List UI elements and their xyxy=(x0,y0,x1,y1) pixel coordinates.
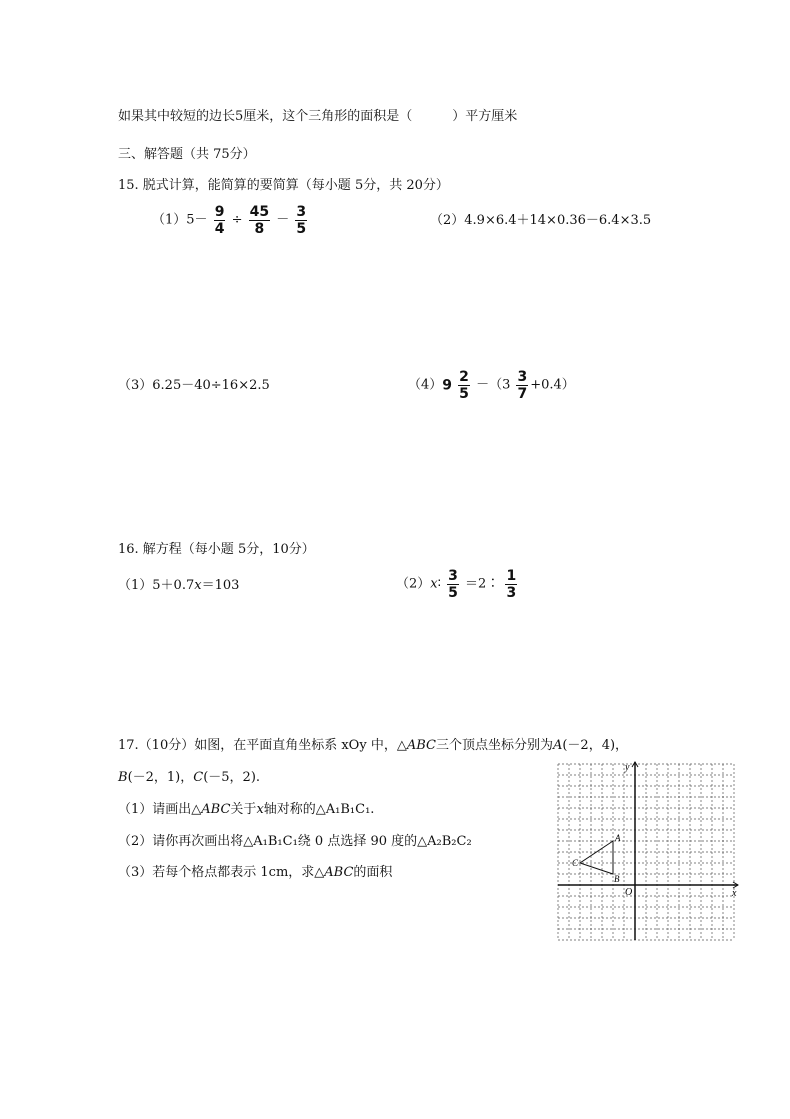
q17-s3-c: 的面积 xyxy=(353,865,393,880)
q17-s1-e: 轴对称的△A₁B₁C₁. xyxy=(263,802,375,817)
q15-part4 xyxy=(408,369,575,402)
vertex-label-b: B xyxy=(614,874,620,884)
numerator: 1 xyxy=(506,568,517,584)
q15-title: 15. 脱式计算，能简算的要简算（每小题 5分，共 20分） xyxy=(118,178,449,193)
operator: － xyxy=(276,212,290,228)
intro-tail: ）平方厘米 xyxy=(452,109,518,124)
q17-s3-a: （3）若每个格点都表示 1cm，求△ xyxy=(118,865,325,880)
numerator: 45 xyxy=(249,204,270,220)
numerator: 2 xyxy=(459,369,469,385)
denominator: 7 xyxy=(517,386,528,402)
q17-line2-b: (－2，1)， xyxy=(127,770,194,785)
q16-p2-fraction-2 xyxy=(505,568,517,601)
vertex-label-c: C xyxy=(572,858,579,868)
q15-part1 xyxy=(152,204,309,237)
q16-p2-fraction-1 xyxy=(447,568,459,601)
denominator: 3 xyxy=(506,585,517,601)
q15-p4-mid: －（3 xyxy=(476,377,511,393)
x-axis-label: x xyxy=(732,888,737,899)
q17-line2-a: B xyxy=(118,770,128,785)
q15-part2: （2）4.9×6.4＋14×0.36－6.4×3.5 xyxy=(430,213,652,228)
grid-lines xyxy=(558,764,734,940)
q17-line1-e: (－2，4)， xyxy=(562,738,629,753)
denominator: 5 xyxy=(296,221,307,237)
q16-part1 xyxy=(118,577,239,595)
q16-part2 xyxy=(396,568,519,601)
operator: ÷ xyxy=(231,212,243,228)
numerator: 3 xyxy=(448,568,458,584)
q15-p1-label: （1）5－ xyxy=(152,212,208,228)
q17-line1-c: 三个顶点坐标分别为 xyxy=(435,738,553,753)
q16-p2-colon: ∶ xyxy=(437,576,442,592)
numerator: 3 xyxy=(517,369,528,385)
q17-line1-b: ABC xyxy=(406,738,436,753)
section3-title: 三、解答题（共 75分） xyxy=(118,147,256,162)
q17-line2 xyxy=(118,769,260,787)
q17-s1-b: ABC xyxy=(201,802,231,817)
q17-line2-d: (－5，2). xyxy=(203,770,261,785)
q17-line1 xyxy=(118,737,628,755)
q17-sub1 xyxy=(118,801,374,819)
q16-p2-var: x xyxy=(430,576,438,592)
denominator: 4 xyxy=(214,221,225,237)
q17-s1-c: 关于 xyxy=(230,802,257,817)
q16-p1-b: ＝103 xyxy=(201,578,240,593)
q15-p1-fraction-1 xyxy=(214,204,226,237)
coordinate-grid-figure xyxy=(555,760,740,948)
denominator: 5 xyxy=(459,386,469,402)
q17-line2-c: C xyxy=(193,770,204,785)
q17-s3-b: ABC xyxy=(324,865,354,880)
q17-sub3 xyxy=(118,864,392,882)
q15-p4-label: （4） xyxy=(408,377,443,393)
q16-title: 16. 解方程（每小题 5分，10分） xyxy=(118,542,315,557)
q17-line1-a: 17.（10分）如图，在平面直角坐标系 xOy 中，△ xyxy=(118,738,407,753)
q15-p4-whole: 9 xyxy=(442,377,453,394)
q15-p4-fraction-1 xyxy=(458,369,470,402)
q16-p2-label: （2） xyxy=(396,576,431,592)
vertex-label-a: A xyxy=(615,833,621,843)
q17-sub2: （2）请你再次画出将△A₁B₁C₁绕 0 点选择 90 度的△A₂B₂C₂ xyxy=(118,834,472,849)
denominator: 8 xyxy=(254,221,265,237)
q15-part3: （3）6.25－40÷16×2.5 xyxy=(118,378,270,393)
q16-p1-a: （1）5＋0.7 xyxy=(118,578,195,593)
intro-text: 如果其中较短的边长5厘米，这个三角形的面积是（ xyxy=(118,109,413,124)
triangle-abc xyxy=(580,841,613,874)
intro-line xyxy=(118,108,517,126)
q15-p4-fraction-2 xyxy=(516,369,528,402)
numerator: 3 xyxy=(296,204,307,220)
q16-p2-eq: ＝2∶ xyxy=(465,576,500,592)
y-axis-label: y xyxy=(625,762,630,773)
q17-s1-d: x xyxy=(256,802,264,817)
q15-p1-fraction-2 xyxy=(249,204,270,237)
numerator: 9 xyxy=(214,204,225,220)
denominator: 5 xyxy=(448,585,458,601)
q15-p4-tail: +0.4） xyxy=(530,377,575,393)
q17-line1-d: A xyxy=(552,738,563,753)
origin-label: O xyxy=(625,887,633,898)
q16-p1-var: x xyxy=(194,578,202,593)
q15-p1-fraction-3 xyxy=(295,204,307,237)
q17-s1-a: （1）请画出△ xyxy=(118,802,202,817)
